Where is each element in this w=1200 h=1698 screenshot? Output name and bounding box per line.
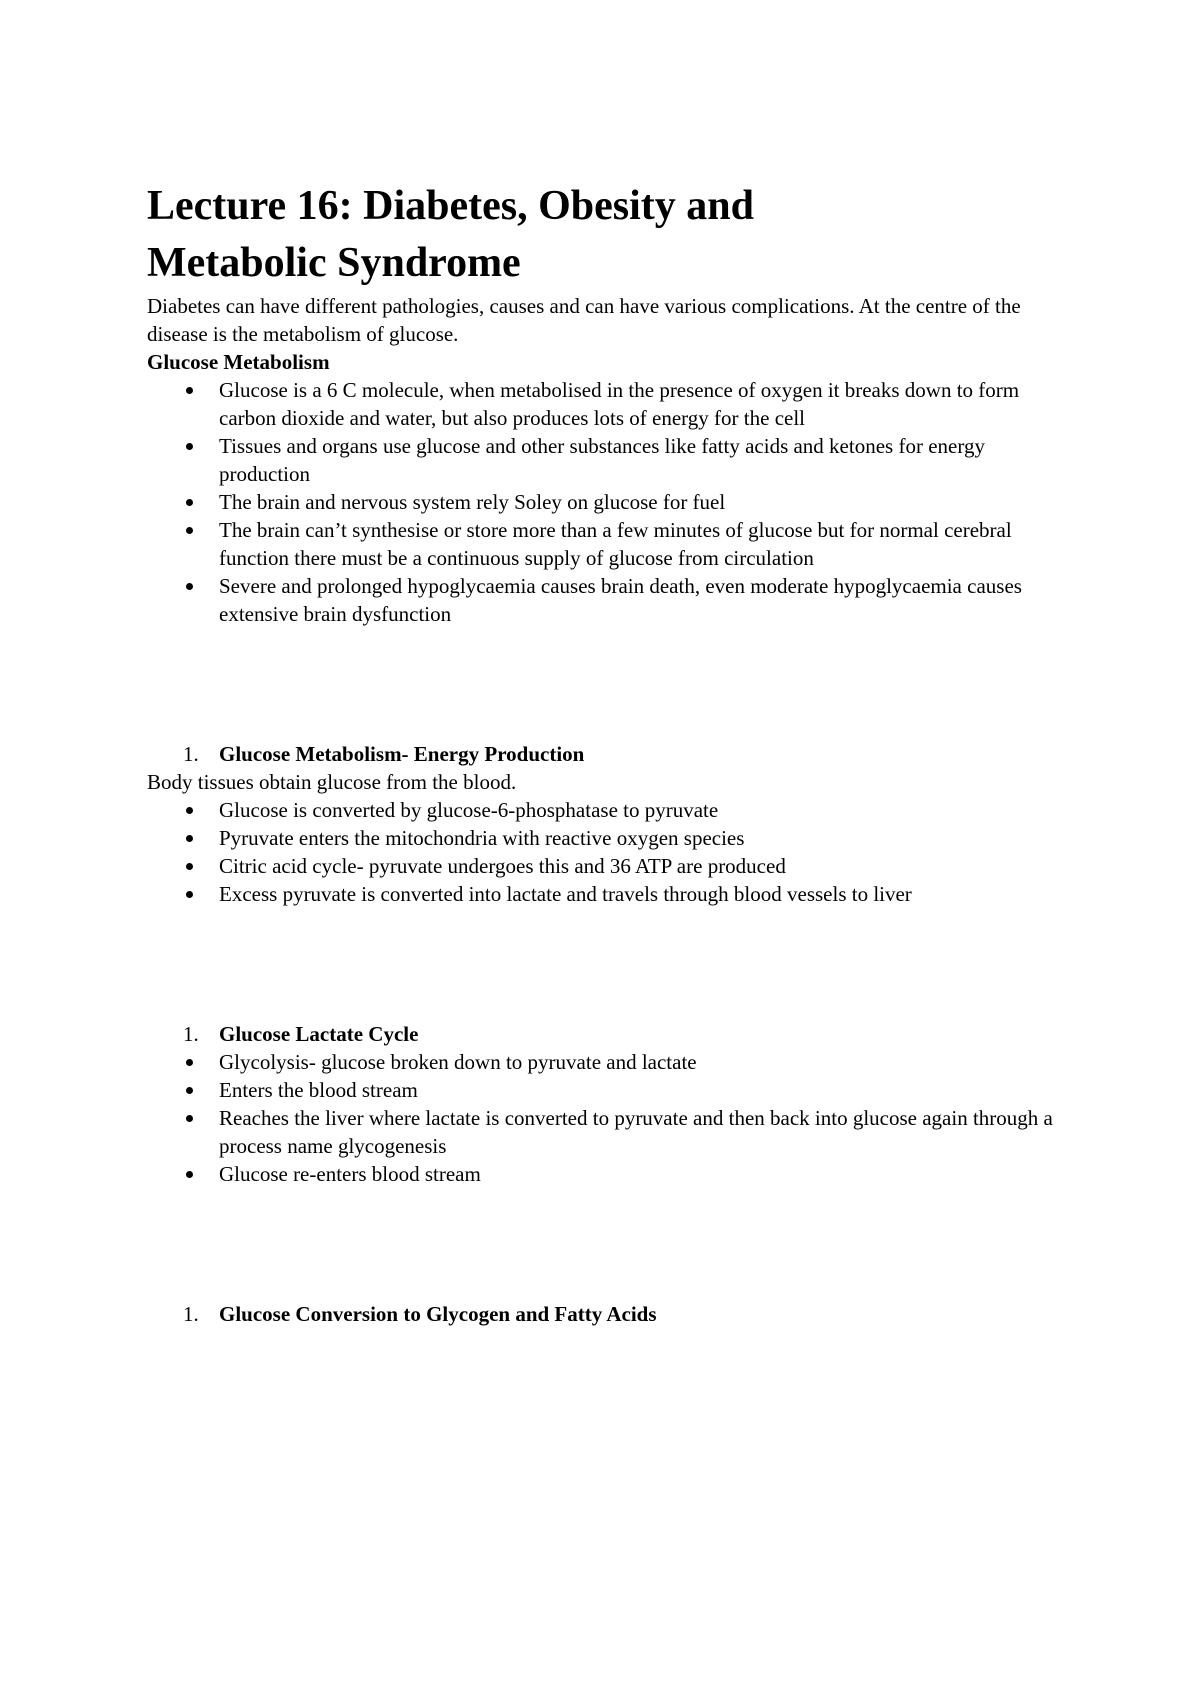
energy-production-list — [147, 796, 1067, 908]
bullet-icon — [186, 387, 193, 394]
list-item-text: Reaches the liver where lactate is converted to pyruvate and then back into glucose again through a process name glycogenesis — [219, 1106, 1053, 1158]
section-heading-text: Glucose Conversion to Glycogen and Fatty Acids — [219, 1302, 657, 1326]
list-item — [147, 516, 1067, 572]
list-item-text: Tissues and organs use glucose and other substances like fatty acids and ketones for energy production — [219, 434, 985, 486]
lactate-cycle-heading — [147, 1020, 1067, 1048]
bullet-icon — [186, 1059, 193, 1066]
list-item — [147, 796, 1067, 824]
glycogen-conversion-heading — [147, 1300, 1067, 1328]
bullet-icon — [186, 527, 193, 534]
title-line-1: Lecture 16: Diabetes, Obesity and — [147, 183, 755, 229]
bullet-icon — [186, 1171, 193, 1178]
list-item — [147, 1104, 1067, 1160]
bullet-icon — [186, 443, 193, 450]
bullet-icon — [186, 1115, 193, 1122]
list-item-text: Pyruvate enters the mitochondria with reactive oxygen species — [219, 826, 745, 850]
list-item-text: Severe and prolonged hypoglycaemia causes brain death, even moderate hypoglycaemia causes extensive brain dysfunction — [219, 574, 1022, 626]
list-item — [147, 1048, 1067, 1076]
section-heading-text: Glucose Metabolism- Energy Production — [219, 742, 585, 766]
bullet-icon — [186, 863, 193, 870]
list-item-text: Glucose is converted by glucose-6-phosphatase to pyruvate — [219, 798, 719, 822]
list-item-text: Excess pyruvate is converted into lactate and travels through blood vessels to liver — [219, 882, 912, 906]
list-item — [147, 488, 1067, 516]
list-item-text: The brain can’t synthesise or store more than a few minutes of glucose but for normal cerebral function there must be a continuous supply of glucose from circulation — [219, 518, 1012, 570]
bullet-icon — [186, 807, 193, 814]
list-item-text: Enters the blood stream — [219, 1078, 418, 1102]
energy-production-intro: Body tissues obtain glucose from the blood. — [147, 770, 517, 794]
title-line-2: Metabolic Syndrome — [147, 240, 521, 286]
section-number: 1. — [183, 742, 199, 766]
glucose-metabolism-list — [147, 376, 1067, 628]
page-title — [147, 178, 1067, 292]
document-content — [147, 178, 1067, 1328]
section-number: 1. — [183, 1302, 199, 1326]
section-heading-text: Glucose Lactate Cycle — [219, 1022, 419, 1046]
energy-production-heading — [147, 740, 1067, 768]
list-item — [147, 432, 1067, 488]
list-item — [147, 1160, 1067, 1188]
bullet-icon — [186, 583, 193, 590]
list-item-text: Citric acid cycle- pyruvate undergoes this and 36 ATP are produced — [219, 854, 786, 878]
lactate-cycle-list — [147, 1048, 1067, 1188]
list-item-text: Glucose re-enters blood stream — [219, 1162, 481, 1186]
bullet-icon — [186, 1087, 193, 1094]
glucose-metabolism-heading: Glucose Metabolism — [147, 350, 330, 374]
bullet-icon — [186, 499, 193, 506]
list-item — [147, 572, 1067, 628]
list-item — [147, 376, 1067, 432]
list-item-text: The brain and nervous system rely Soley on glucose for fuel — [219, 490, 726, 514]
intro-paragraph: Diabetes can have different pathologies, causes and can have various complications. At the centre of the disease is the metabolism of glucose. — [147, 294, 1021, 346]
list-item-text: Glucose is a 6 C molecule, when metabolised in the presence of oxygen it breaks down to form carbon dioxide and water, but also produces lots of energy for the cell — [219, 378, 1020, 430]
list-item — [147, 852, 1067, 880]
bullet-icon — [186, 891, 193, 898]
list-item — [147, 824, 1067, 852]
list-item — [147, 1076, 1067, 1104]
list-item — [147, 880, 1067, 908]
section-number: 1. — [183, 1022, 199, 1046]
list-item-text: Glycolysis- glucose broken down to pyruvate and lactate — [219, 1050, 697, 1074]
bullet-icon — [186, 835, 193, 842]
